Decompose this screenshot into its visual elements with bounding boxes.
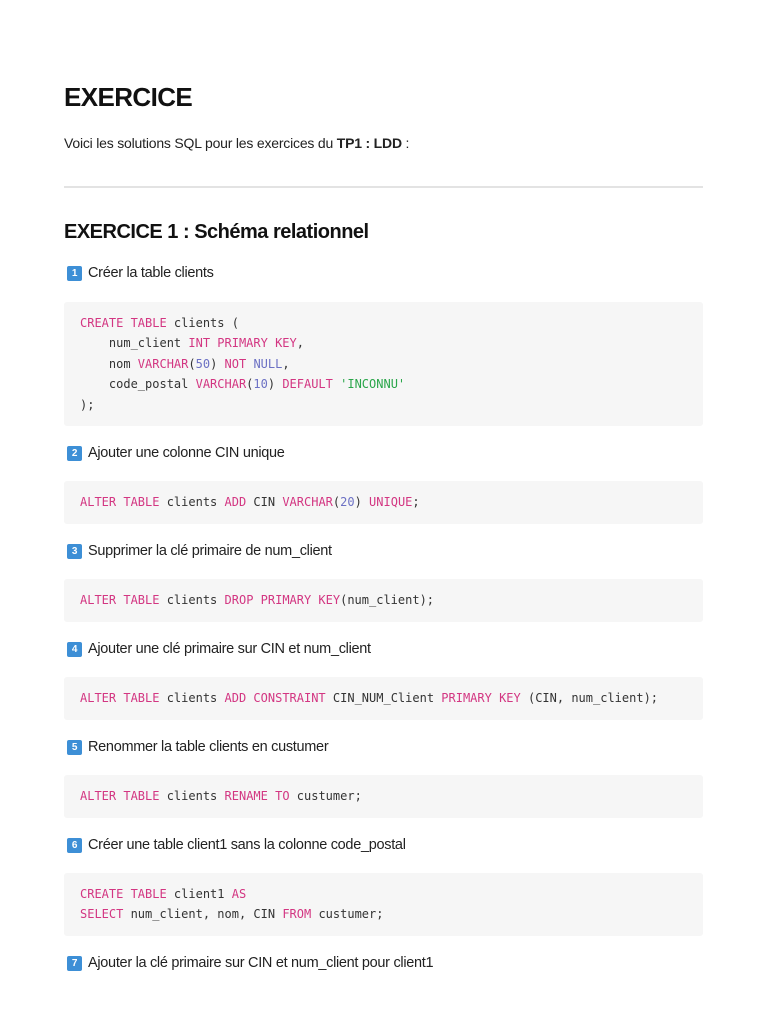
code-token: SELECT bbox=[80, 907, 124, 922]
step-6-heading bbox=[67, 837, 406, 853]
number-2-icon: 2 bbox=[67, 446, 82, 461]
code-token: ); bbox=[80, 397, 95, 412]
code-token: ALTER TABLE bbox=[80, 789, 160, 803]
code-token: 20 bbox=[340, 495, 355, 509]
number-5-icon: 5 bbox=[67, 740, 82, 755]
code-token: (num_client); bbox=[340, 593, 435, 607]
step-5-heading bbox=[67, 739, 328, 755]
code-token: nom bbox=[80, 356, 138, 371]
code-token: 10 bbox=[253, 377, 268, 392]
code-token: ALTER TABLE bbox=[80, 593, 160, 607]
step-5-label: Renommer la table clients en custumer bbox=[88, 739, 329, 755]
code-token: CREATE TABLE bbox=[80, 887, 167, 901]
intro-paragraph bbox=[64, 135, 409, 151]
step-1-label: Créer la table clients bbox=[88, 265, 214, 281]
section-title: EXERCICE 1 : Schéma relationnel bbox=[64, 221, 369, 243]
code-block-4 bbox=[64, 677, 703, 720]
code-4 bbox=[80, 688, 687, 708]
code-token: num_client bbox=[80, 336, 189, 351]
code-6 bbox=[80, 884, 687, 925]
code-block-1 bbox=[64, 302, 703, 426]
code-block-3 bbox=[64, 579, 703, 622]
code-token: (CIN, num_client); bbox=[520, 691, 659, 705]
code-token: ) bbox=[267, 377, 283, 392]
code-token: ; bbox=[412, 495, 420, 509]
code-token: VARCHAR bbox=[137, 356, 189, 371]
code-token: CREATE TABLE bbox=[80, 316, 167, 330]
code-token: clients ( bbox=[166, 316, 239, 330]
code-token: custumer; bbox=[311, 907, 384, 922]
number-4-icon: 4 bbox=[67, 642, 82, 657]
code-token: RENAME TO bbox=[224, 789, 290, 803]
code-token: NOT bbox=[224, 356, 247, 371]
code-token: AS bbox=[231, 887, 247, 901]
horizontal-divider bbox=[64, 186, 703, 188]
code-token: num_client, nom, CIN bbox=[123, 907, 283, 922]
code-2 bbox=[80, 492, 687, 512]
code-block-2 bbox=[64, 481, 703, 524]
code-1 bbox=[80, 313, 687, 415]
code-3 bbox=[80, 590, 687, 610]
step-4-heading bbox=[67, 641, 371, 657]
code-token: client1 bbox=[166, 887, 232, 901]
number-7-icon: 7 bbox=[67, 956, 82, 971]
step-3-heading bbox=[67, 543, 332, 559]
code-token: CIN bbox=[246, 495, 283, 509]
number-6-icon: 6 bbox=[67, 838, 82, 853]
step-7-heading bbox=[67, 955, 433, 971]
code-token: FROM bbox=[282, 907, 312, 922]
code-token: custumer; bbox=[289, 789, 362, 803]
step-4-label: Ajouter une clé primaire sur CIN et num_client bbox=[88, 641, 371, 657]
code-token: 'INCONNU' bbox=[340, 377, 406, 392]
code-token: CIN_NUM_Client bbox=[325, 691, 442, 705]
code-token: , bbox=[282, 356, 290, 371]
step-7-label: Ajouter la clé primaire sur CIN et num_client pour client1 bbox=[88, 955, 434, 971]
code-token: INT PRIMARY KEY bbox=[188, 336, 297, 351]
code-token: VARCHAR bbox=[195, 377, 247, 392]
code-token: clients bbox=[159, 789, 225, 803]
code-token: DROP PRIMARY KEY bbox=[224, 593, 341, 607]
code-token: clients bbox=[159, 593, 225, 607]
code-token: code_postal bbox=[80, 377, 196, 392]
code-token: ( bbox=[332, 495, 341, 509]
intro-suffix: : bbox=[401, 135, 410, 151]
code-token: , bbox=[296, 336, 304, 351]
step-6-label: Créer une table client1 sans la colonne code_postal bbox=[88, 837, 406, 853]
code-block-6 bbox=[64, 873, 703, 936]
code-block-5 bbox=[64, 775, 703, 818]
code-token: ADD CONSTRAINT bbox=[224, 691, 326, 705]
code-token: ALTER TABLE bbox=[80, 691, 160, 705]
code-token: ADD bbox=[224, 495, 247, 509]
step-3-label: Supprimer la clé primaire de num_client bbox=[88, 543, 332, 559]
intro-bold: TP1 : LDD bbox=[336, 135, 402, 151]
code-token: ) bbox=[354, 495, 370, 509]
step-2-heading bbox=[67, 445, 285, 461]
code-token: 50 bbox=[195, 356, 211, 371]
code-token: ) bbox=[210, 356, 225, 371]
code-token: DEFAULT bbox=[282, 377, 333, 392]
code-token: ALTER TABLE bbox=[80, 495, 160, 509]
intro-text: Voici les solutions SQL pour les exercices du bbox=[64, 135, 337, 151]
code-token: UNIQUE bbox=[369, 495, 413, 509]
code-token: VARCHAR bbox=[282, 495, 333, 509]
code-token: PRIMARY KEY bbox=[441, 691, 521, 705]
step-2-label: Ajouter une colonne CIN unique bbox=[88, 445, 285, 461]
code-token: ( bbox=[188, 356, 196, 371]
code-token: ( bbox=[246, 377, 254, 392]
page-title: EXERCICE bbox=[64, 82, 193, 112]
code-token: NULL bbox=[253, 356, 283, 371]
code-5 bbox=[80, 786, 687, 806]
number-3-icon: 3 bbox=[67, 544, 82, 559]
number-1-icon: 1 bbox=[67, 266, 82, 281]
code-token: clients bbox=[159, 691, 225, 705]
step-1-heading bbox=[67, 265, 214, 281]
code-token: clients bbox=[159, 495, 225, 509]
